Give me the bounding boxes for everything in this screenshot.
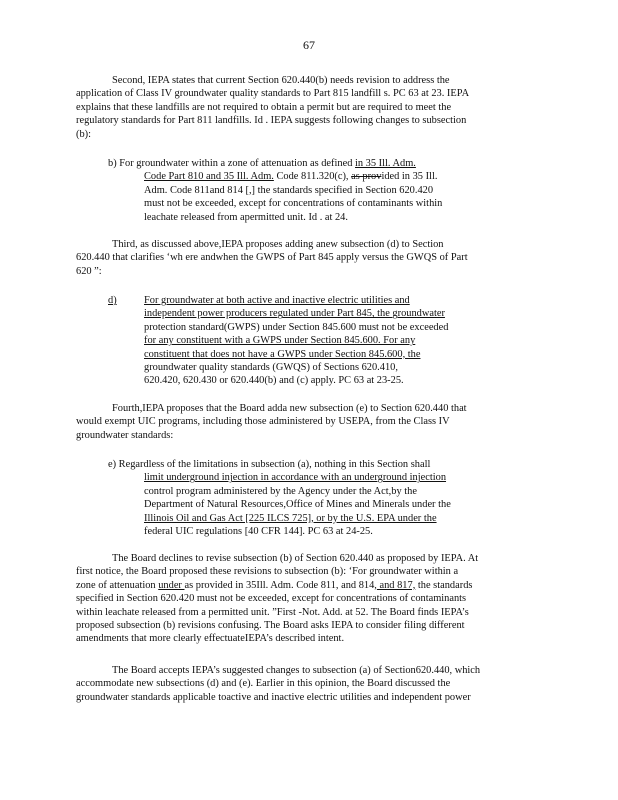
underlined-insertion: Illinois Oil and Gas Act [225 ILCS 725], or by the U.S. EPA under the [144, 512, 437, 524]
underlined-insertion: limit underground injection in accordance with an underground injection [144, 472, 447, 484]
text-line: The Board accepts IEPA’s suggested changes to subsection (a) of Section620.440, which [112, 665, 481, 676]
subsection-label [108, 294, 117, 307]
text-segment: zone of attenuation [76, 579, 159, 591]
underlined-insertion: For groundwater at both active and inactive electric utilities and [144, 295, 410, 306]
text-line: accommodate new subsections (d) and (e). Earlier in this opinion, the Board discussed the [76, 678, 451, 690]
underlined-insertion: under [158, 579, 185, 591]
text-line: groundwater quality standards (GWQS) of Sections 620.410, [144, 362, 398, 374]
text-line: e) Regardless of the limitations in subsection (a), nothing in this Section shall [108, 459, 431, 470]
label-text: d) [108, 295, 117, 306]
text-line [108, 512, 508, 525]
text-line: would exempt UIC programs, including those administered by USEPA, from the Class IV [76, 416, 450, 428]
text-line [144, 334, 498, 347]
struck-deletion: as prov [351, 171, 382, 183]
subsection-body [108, 294, 498, 388]
quoted-subsection-e [108, 458, 508, 538]
text-line: specified in Section 620.420 must not be exceeded, except for concentrations of contaminants [76, 593, 467, 605]
page-number: 67 [303, 38, 315, 52]
text-segment: Code 811.320(c), [273, 171, 352, 183]
text-line [144, 294, 498, 307]
text-line: federal UIC regulations [40 CFR 144]. PC 63 at 24-25. [144, 526, 373, 538]
text-line: Department of Natural Resources,Office of Mines and Minerals under the [144, 499, 451, 511]
text-line: (b): [76, 128, 92, 140]
text-line [144, 307, 498, 320]
text-line [108, 157, 498, 170]
text-line: 620.440 that clarifies ‘wh ere andwhen the GWPS of Part 845 apply versus the GWQS of Part [76, 252, 468, 264]
paragraph-board-declines [76, 552, 522, 646]
text-line: Second, IEPA states that current Section 620.440(b) needs revision to address the [112, 75, 450, 86]
text-line [108, 471, 508, 484]
underlined-insertion: and 817, [376, 579, 416, 591]
text-line: groundwater standards: [76, 429, 174, 441]
paragraph-fourth [76, 402, 522, 442]
text-segment: b) For groundwater within a zone of attenuation as defined [108, 158, 355, 169]
text-line: regulatory standards for Part 811 landfills. Id . IEPA suggests following changes to subsection [76, 115, 467, 127]
text-line: leachate released from apermitted unit. Id . at 24. [144, 211, 348, 223]
quoted-subsection-d [108, 294, 498, 388]
text-line [108, 170, 498, 183]
text-line [144, 348, 498, 361]
text-line: 620.420, 620.430 or 620.440(b) and (c) apply. PC 63 at 23-25. [144, 375, 404, 387]
underlined-insertion: for any constituent with a GWPS under Section 845.600. For any [144, 335, 416, 347]
text-line: must not be exceeded, except for concentrations of contaminants within [144, 198, 443, 210]
text-segment: the standards [415, 579, 473, 591]
text-line: amendments that more clearly effectuateIEPA’s described intent. [76, 633, 345, 645]
text-line: proposed subsection (b) revisions confusing. The Board asks IEPA to consider filing different [76, 620, 465, 632]
text-line: Fourth,IEPA proposes that the Board adda new subsection (e) to Section 620.440 that [112, 403, 467, 414]
underlined-insertion: Code Part 810 and 35 Ill. Adm. [144, 171, 274, 183]
text-line: application of Class IV groundwater quality standards to Part 815 landfill s. PC 63 at 23. IEPA [76, 88, 470, 100]
text-line: Third, as discussed above,IEPA proposes adding anew subsection (d) to Section [112, 239, 444, 250]
text-line: The Board declines to revise subsection (b) of Section 620.440 as proposed by IEPA. At [112, 553, 479, 564]
text-line [76, 579, 522, 592]
paragraph-board-accepts [76, 664, 522, 704]
text-line: groundwater standards applicable toactive and inactive electric utilities and independent power [76, 691, 471, 703]
text-line: Adm. Code 811and 814 [,] the standards specified in Section 620.420 [144, 184, 434, 196]
text-segment: as provided in 35Ill. Adm. Code 811, and 814, [184, 579, 377, 591]
underlined-insertion: in 35 Ill. Adm. [355, 158, 416, 169]
paragraph-second [76, 74, 522, 141]
underlined-insertion: independent power producers regulated under Part 845, the groundwater [144, 308, 445, 320]
text-line: within leachate released from a permitted unit. ”First -Not. Add. at 52. The Board finds IEPA’s [76, 606, 469, 618]
text-line: first notice, the Board proposed these revisions to subsection (b): ‘For groundwater within a [76, 566, 459, 578]
underlined-insertion: constituent that does not have a GWPS under Section 845.600, the [144, 348, 421, 360]
quoted-subsection-b [108, 157, 498, 224]
text-line: control program administered by the Agency under the Act,by the [144, 485, 417, 497]
text-line: 620 ”: [76, 265, 102, 277]
text-line: explains that these landfills are not required to obtain a permit but are required to meet the [76, 101, 452, 113]
text-segment: ided in 35 Ill. [381, 171, 438, 183]
text-line: protection standard(GWPS) under Section 845.600 must not be exceeded [144, 321, 449, 333]
paragraph-third [76, 238, 522, 278]
